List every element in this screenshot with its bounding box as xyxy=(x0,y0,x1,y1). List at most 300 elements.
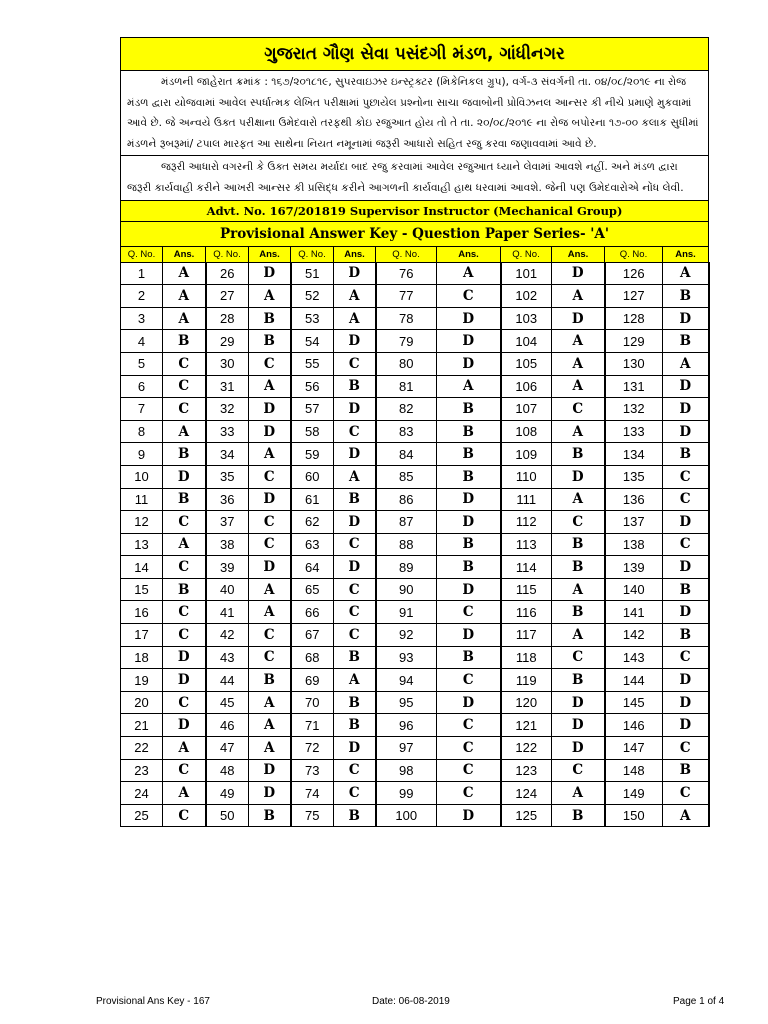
question-number: 37 xyxy=(206,511,249,534)
answer-cell: B xyxy=(437,556,501,579)
question-number: 145 xyxy=(605,691,663,714)
question-number: 36 xyxy=(206,488,249,511)
question-number: 110 xyxy=(501,465,552,488)
table-row xyxy=(121,804,709,827)
answer-cell: D xyxy=(663,398,709,421)
question-number: 137 xyxy=(605,511,663,534)
question-number: 96 xyxy=(376,714,437,737)
table-row xyxy=(121,262,709,285)
answer-cell: C xyxy=(163,804,206,827)
question-number: 16 xyxy=(121,601,163,624)
answer-cell: A xyxy=(663,262,709,285)
question-number: 4 xyxy=(121,330,163,353)
question-number: 6 xyxy=(121,375,163,398)
question-number: 95 xyxy=(376,691,437,714)
answer-cell: B xyxy=(437,443,501,466)
question-number: 133 xyxy=(605,420,663,443)
question-number: 144 xyxy=(605,669,663,692)
answer-cell: C xyxy=(163,624,206,647)
header-answer: Ans. xyxy=(334,246,376,262)
question-number: 65 xyxy=(291,578,334,601)
answer-cell: D xyxy=(334,556,376,579)
answer-cell: D xyxy=(663,556,709,579)
question-number: 64 xyxy=(291,556,334,579)
question-number: 3 xyxy=(121,307,163,330)
answer-cell: D xyxy=(334,443,376,466)
answer-cell: C xyxy=(249,624,291,647)
question-number: 5 xyxy=(121,352,163,375)
question-number: 35 xyxy=(206,465,249,488)
question-number: 30 xyxy=(206,352,249,375)
question-number: 33 xyxy=(206,420,249,443)
question-number: 56 xyxy=(291,375,334,398)
answer-cell: D xyxy=(249,262,291,285)
notice-paragraph-1 xyxy=(121,71,709,156)
answer-cell: A xyxy=(249,578,291,601)
answer-cell: D xyxy=(334,262,376,285)
answer-cell: C xyxy=(663,782,709,805)
notice-text-2: જરૂરી આધારો વગરની કે ઉક્ત સમય મર્યાદા બાદ રજુ કરવામાં આવેલ રજુઆત ધ્યાને લેવામાં આવશે નહીં. અને મંડળ દ્વારા જરૂરી કાર્યવાહી કરીને આખરી આન્સર કી પ્રસિદ્ધ કરીને આગળની કાર્યવાહી હાથ ધરવામાં આવશે. જેની પણ ઉમેદવારોએ નોંધ લેવી. xyxy=(127,161,684,194)
question-number: 83 xyxy=(376,420,437,443)
answer-cell: D xyxy=(663,511,709,534)
answer-cell: A xyxy=(663,804,709,827)
question-number: 62 xyxy=(291,511,334,534)
question-number: 11 xyxy=(121,488,163,511)
answer-cell: C xyxy=(163,556,206,579)
table-row xyxy=(121,578,709,601)
question-number: 51 xyxy=(291,262,334,285)
answer-cell: C xyxy=(334,420,376,443)
question-number: 24 xyxy=(121,782,163,805)
question-number: 40 xyxy=(206,578,249,601)
question-number: 116 xyxy=(501,601,552,624)
question-number: 21 xyxy=(121,714,163,737)
question-number: 27 xyxy=(206,285,249,308)
question-number: 80 xyxy=(376,352,437,375)
question-number: 20 xyxy=(121,691,163,714)
question-number: 74 xyxy=(291,782,334,805)
question-number: 70 xyxy=(291,691,334,714)
answer-cell: A xyxy=(163,533,206,556)
table-row xyxy=(121,556,709,579)
table-row xyxy=(121,691,709,714)
answer-cell: A xyxy=(249,737,291,760)
question-number: 32 xyxy=(206,398,249,421)
answer-cell: B xyxy=(552,804,605,827)
question-number: 43 xyxy=(206,646,249,669)
answer-cell: D xyxy=(163,646,206,669)
question-number: 1 xyxy=(121,262,163,285)
question-number: 121 xyxy=(501,714,552,737)
question-number: 2 xyxy=(121,285,163,308)
answer-cell: B xyxy=(334,375,376,398)
answer-cell: A xyxy=(552,488,605,511)
question-number: 132 xyxy=(605,398,663,421)
question-number: 79 xyxy=(376,330,437,353)
question-number: 78 xyxy=(376,307,437,330)
question-number: 91 xyxy=(376,601,437,624)
question-number: 128 xyxy=(605,307,663,330)
answer-cell: D xyxy=(334,398,376,421)
table-row xyxy=(121,420,709,443)
question-number: 85 xyxy=(376,465,437,488)
question-number: 102 xyxy=(501,285,552,308)
question-number: 75 xyxy=(291,804,334,827)
answer-cell: A xyxy=(249,691,291,714)
answer-cell: D xyxy=(163,465,206,488)
question-number: 22 xyxy=(121,737,163,760)
answer-cell: B xyxy=(437,646,501,669)
answer-cell: C xyxy=(663,646,709,669)
answer-cell: A xyxy=(552,624,605,647)
table-row xyxy=(121,375,709,398)
answer-cell: C xyxy=(552,759,605,782)
answer-cell: C xyxy=(663,533,709,556)
answer-cell: B xyxy=(663,759,709,782)
footer-document-label: Provisional Ans Key - 167 xyxy=(96,996,210,1007)
question-number: 69 xyxy=(291,669,334,692)
table-row xyxy=(121,285,709,308)
answer-cell: A xyxy=(552,420,605,443)
header-question-number: Q. No. xyxy=(605,246,663,262)
table-row xyxy=(121,533,709,556)
answer-cell: A xyxy=(552,285,605,308)
question-number: 14 xyxy=(121,556,163,579)
answer-cell: C xyxy=(437,601,501,624)
question-number: 140 xyxy=(605,578,663,601)
header-question-number: Q. No. xyxy=(376,246,437,262)
answer-cell: A xyxy=(552,352,605,375)
answer-cell: C xyxy=(334,578,376,601)
answer-cell: D xyxy=(249,759,291,782)
answer-cell: D xyxy=(663,691,709,714)
answer-cell: A xyxy=(249,443,291,466)
answer-cell: A xyxy=(552,578,605,601)
question-number: 82 xyxy=(376,398,437,421)
question-number: 15 xyxy=(121,578,163,601)
answer-cell: A xyxy=(334,669,376,692)
question-number: 39 xyxy=(206,556,249,579)
answer-cell: B xyxy=(334,691,376,714)
question-number: 139 xyxy=(605,556,663,579)
answer-cell: C xyxy=(163,398,206,421)
answer-cell: D xyxy=(249,398,291,421)
table-row xyxy=(121,511,709,534)
question-number: 117 xyxy=(501,624,552,647)
answer-cell: B xyxy=(437,465,501,488)
question-number: 17 xyxy=(121,624,163,647)
question-number: 99 xyxy=(376,782,437,805)
answer-cell: B xyxy=(249,669,291,692)
answer-cell: D xyxy=(552,465,605,488)
footer-page-number: Page 1 of 4 xyxy=(673,996,725,1007)
question-number: 122 xyxy=(501,737,552,760)
question-number: 41 xyxy=(206,601,249,624)
footer-date: Date: 06-08-2019 xyxy=(372,996,450,1007)
answer-cell: D xyxy=(334,737,376,760)
question-number: 44 xyxy=(206,669,249,692)
table-row xyxy=(121,488,709,511)
answer-cell: D xyxy=(437,578,501,601)
question-number: 46 xyxy=(206,714,249,737)
answer-cell: B xyxy=(334,488,376,511)
question-number: 45 xyxy=(206,691,249,714)
question-number: 93 xyxy=(376,646,437,669)
answer-cell: A xyxy=(663,352,709,375)
question-number: 25 xyxy=(121,804,163,827)
question-number: 9 xyxy=(121,443,163,466)
table-row xyxy=(121,759,709,782)
question-number: 118 xyxy=(501,646,552,669)
question-number: 48 xyxy=(206,759,249,782)
table-row xyxy=(121,714,709,737)
question-number: 107 xyxy=(501,398,552,421)
answer-cell: B xyxy=(163,488,206,511)
table-row xyxy=(121,646,709,669)
answer-cell: C xyxy=(249,352,291,375)
answer-cell: C xyxy=(249,511,291,534)
question-number: 136 xyxy=(605,488,663,511)
answer-cell: C xyxy=(552,646,605,669)
answer-cell: C xyxy=(249,533,291,556)
answer-cell: A xyxy=(334,285,376,308)
answer-cell: A xyxy=(163,782,206,805)
question-number: 47 xyxy=(206,737,249,760)
notice-paragraph-2 xyxy=(121,156,709,200)
question-number: 67 xyxy=(291,624,334,647)
answer-cell: C xyxy=(249,465,291,488)
answer-cell: D xyxy=(334,511,376,534)
answer-cell: D xyxy=(552,714,605,737)
answer-cell: A xyxy=(334,465,376,488)
question-number: 142 xyxy=(605,624,663,647)
answer-key-title: Provisional Answer Key - Question Paper Series- 'A' xyxy=(121,221,709,246)
table-row xyxy=(121,443,709,466)
question-number: 58 xyxy=(291,420,334,443)
table-row xyxy=(121,307,709,330)
question-number: 104 xyxy=(501,330,552,353)
question-number: 13 xyxy=(121,533,163,556)
answer-cell: A xyxy=(552,330,605,353)
question-number: 125 xyxy=(501,804,552,827)
answer-cell: B xyxy=(249,307,291,330)
table-row xyxy=(121,398,709,421)
question-number: 127 xyxy=(605,285,663,308)
question-number: 42 xyxy=(206,624,249,647)
question-number: 124 xyxy=(501,782,552,805)
answer-cell: B xyxy=(437,533,501,556)
question-number: 120 xyxy=(501,691,552,714)
answer-cell: D xyxy=(249,782,291,805)
question-number: 101 xyxy=(501,262,552,285)
answer-cell: A xyxy=(249,285,291,308)
question-number: 123 xyxy=(501,759,552,782)
question-number: 114 xyxy=(501,556,552,579)
answer-cell: C xyxy=(437,669,501,692)
question-number: 23 xyxy=(121,759,163,782)
answer-cell: C xyxy=(437,782,501,805)
board-title: ગુજરાત ગૌણ સેવા પસંદગી મંડળ, ગાંધીનગર xyxy=(121,38,709,71)
question-number: 66 xyxy=(291,601,334,624)
answer-cell: D xyxy=(437,691,501,714)
answer-cell: B xyxy=(437,420,501,443)
question-number: 100 xyxy=(376,804,437,827)
advertisement-title: Advt. No. 167/201819 Supervisor Instructor (Mechanical Group) xyxy=(121,200,709,221)
answer-cell: C xyxy=(163,352,206,375)
table-row xyxy=(121,669,709,692)
question-number: 90 xyxy=(376,578,437,601)
question-number: 71 xyxy=(291,714,334,737)
question-number: 146 xyxy=(605,714,663,737)
question-number: 61 xyxy=(291,488,334,511)
question-number: 112 xyxy=(501,511,552,534)
answer-cell: C xyxy=(334,782,376,805)
answer-cell: A xyxy=(334,307,376,330)
answer-cell: D xyxy=(334,330,376,353)
question-number: 60 xyxy=(291,465,334,488)
answer-cell: D xyxy=(663,307,709,330)
question-number: 84 xyxy=(376,443,437,466)
question-number: 59 xyxy=(291,443,334,466)
question-number: 8 xyxy=(121,420,163,443)
question-number: 106 xyxy=(501,375,552,398)
question-number: 89 xyxy=(376,556,437,579)
header-question-number: Q. No. xyxy=(121,246,163,262)
answer-cell: D xyxy=(663,669,709,692)
answer-cell: D xyxy=(437,488,501,511)
answer-cell: C xyxy=(163,691,206,714)
answer-cell: D xyxy=(249,556,291,579)
question-number: 7 xyxy=(121,398,163,421)
question-number: 149 xyxy=(605,782,663,805)
header-answer: Ans. xyxy=(552,246,605,262)
answer-cell: D xyxy=(249,488,291,511)
question-number: 73 xyxy=(291,759,334,782)
question-number: 147 xyxy=(605,737,663,760)
answer-cell: B xyxy=(249,330,291,353)
answer-cell: B xyxy=(163,578,206,601)
header-answer: Ans. xyxy=(663,246,709,262)
question-number: 115 xyxy=(501,578,552,601)
answer-cell: A xyxy=(163,285,206,308)
answer-cell: A xyxy=(163,420,206,443)
answer-cell: A xyxy=(249,375,291,398)
answer-cell: D xyxy=(437,352,501,375)
header-question-number: Q. No. xyxy=(206,246,249,262)
answer-cell: C xyxy=(663,737,709,760)
question-number: 148 xyxy=(605,759,663,782)
header-question-number: Q. No. xyxy=(501,246,552,262)
question-number: 86 xyxy=(376,488,437,511)
table-row xyxy=(121,330,709,353)
answer-cell: D xyxy=(552,262,605,285)
question-number: 76 xyxy=(376,262,437,285)
question-number: 92 xyxy=(376,624,437,647)
answer-cell: B xyxy=(334,714,376,737)
question-number: 88 xyxy=(376,533,437,556)
question-number: 49 xyxy=(206,782,249,805)
answer-cell: C xyxy=(163,375,206,398)
answer-cell: B xyxy=(663,443,709,466)
question-number: 19 xyxy=(121,669,163,692)
answer-cell: B xyxy=(552,669,605,692)
answer-cell: D xyxy=(437,624,501,647)
answer-cell: C xyxy=(663,488,709,511)
answer-cell: C xyxy=(334,601,376,624)
answer-cell: C xyxy=(334,759,376,782)
column-header-row xyxy=(121,246,709,262)
question-number: 126 xyxy=(605,262,663,285)
answer-cell: A xyxy=(249,714,291,737)
answer-cell: D xyxy=(437,804,501,827)
answer-cell: C xyxy=(437,285,501,308)
answer-cell: D xyxy=(437,511,501,534)
question-number: 28 xyxy=(206,307,249,330)
answer-cell: B xyxy=(663,330,709,353)
answer-cell: C xyxy=(552,511,605,534)
header-question-number: Q. No. xyxy=(291,246,334,262)
question-number: 29 xyxy=(206,330,249,353)
question-number: 12 xyxy=(121,511,163,534)
answer-cell: A xyxy=(249,601,291,624)
answer-cell: D xyxy=(437,307,501,330)
header-answer: Ans. xyxy=(437,246,501,262)
answer-cell: A xyxy=(163,307,206,330)
answer-cell: B xyxy=(552,533,605,556)
table-row xyxy=(121,352,709,375)
question-number: 68 xyxy=(291,646,334,669)
answer-cell: B xyxy=(663,578,709,601)
answer-cell: B xyxy=(552,443,605,466)
table-row xyxy=(121,601,709,624)
question-number: 57 xyxy=(291,398,334,421)
answer-cell: D xyxy=(163,669,206,692)
question-number: 131 xyxy=(605,375,663,398)
answer-cell: D xyxy=(437,330,501,353)
answer-cell: C xyxy=(163,759,206,782)
answer-cell: B xyxy=(334,804,376,827)
answer-cell: C xyxy=(163,511,206,534)
question-number: 141 xyxy=(605,601,663,624)
question-number: 55 xyxy=(291,352,334,375)
answer-cell: C xyxy=(437,714,501,737)
question-number: 111 xyxy=(501,488,552,511)
question-number: 108 xyxy=(501,420,552,443)
question-number: 135 xyxy=(605,465,663,488)
answer-cell: C xyxy=(552,398,605,421)
answer-cell: B xyxy=(552,601,605,624)
answer-cell: C xyxy=(334,352,376,375)
question-number: 129 xyxy=(605,330,663,353)
answer-cell: D xyxy=(249,420,291,443)
answer-cell: B xyxy=(249,804,291,827)
answer-cell: D xyxy=(552,737,605,760)
answer-key-sheet xyxy=(120,37,710,827)
question-number: 81 xyxy=(376,375,437,398)
answer-cell: B xyxy=(334,646,376,669)
answer-cell: B xyxy=(163,330,206,353)
table-row xyxy=(121,782,709,805)
answer-cell: C xyxy=(437,759,501,782)
question-number: 63 xyxy=(291,533,334,556)
question-number: 150 xyxy=(605,804,663,827)
question-number: 138 xyxy=(605,533,663,556)
answer-cell: A xyxy=(552,375,605,398)
answer-cell: C xyxy=(249,646,291,669)
answer-cell: D xyxy=(663,420,709,443)
question-number: 10 xyxy=(121,465,163,488)
answer-cell: C xyxy=(663,465,709,488)
